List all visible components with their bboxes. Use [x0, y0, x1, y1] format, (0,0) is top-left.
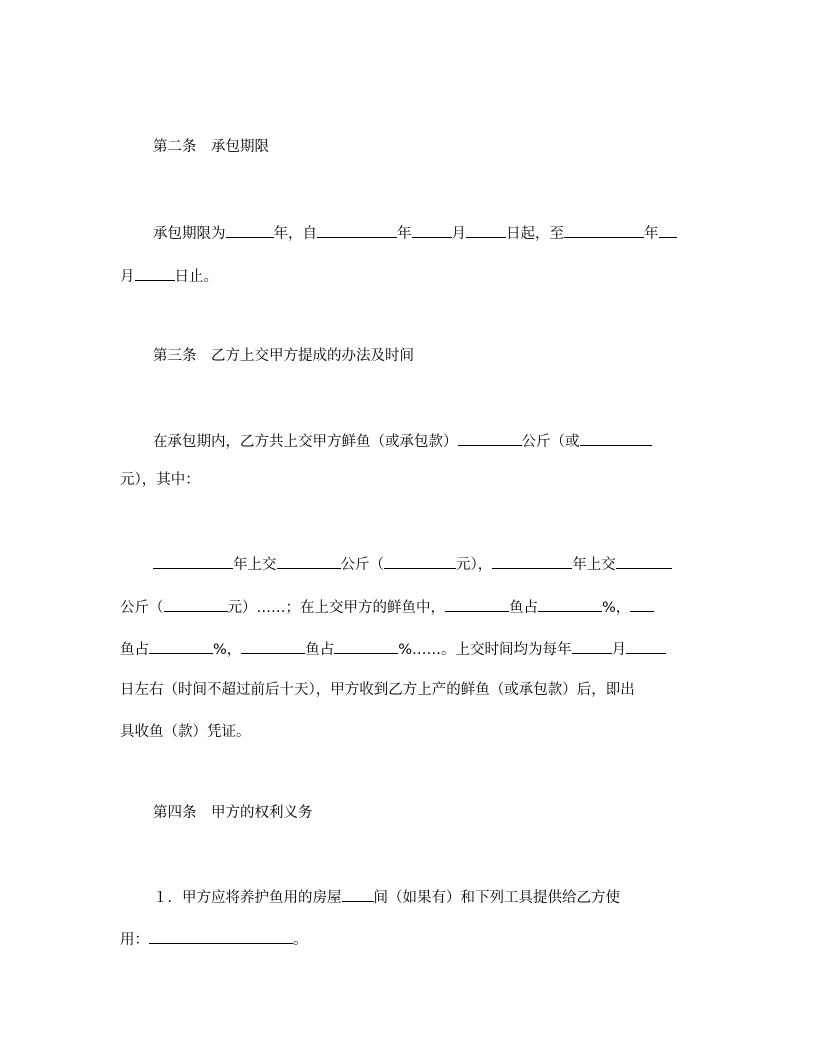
text: 日止。	[174, 269, 218, 285]
blank-year-2[interactable]	[492, 553, 572, 569]
text: 日起，至	[506, 226, 564, 242]
text: １．甲方应将养护鱼用的房屋	[153, 890, 342, 906]
blank-tools[interactable]	[149, 928, 293, 944]
article-3-p2-line-3	[120, 638, 666, 660]
text: 年	[397, 226, 412, 242]
text: 鱼占	[509, 600, 538, 616]
blank-end-year[interactable]	[564, 222, 644, 238]
text: 公斤（	[120, 600, 164, 616]
blank-start-day[interactable]	[466, 222, 506, 238]
blank-start-year[interactable]	[317, 222, 397, 238]
text: 用：	[120, 932, 149, 948]
text: 月	[611, 642, 627, 658]
text: 公斤（或	[521, 434, 580, 450]
text: 在承包期内，乙方共上交甲方鲜鱼（或承包款）	[153, 434, 458, 450]
blank-yuan-2[interactable]	[164, 596, 228, 612]
blank-end-month[interactable]	[135, 265, 175, 281]
text: 元）……；在上交甲方的鲜鱼中，	[227, 600, 445, 616]
article-3-p2-line-4: 日左右（时间不超过前后十天），甲方收到乙方上产的鲜鱼（或承包款）后，即出	[120, 682, 635, 698]
article-3-p2-line-1	[153, 553, 672, 575]
article-3-p1	[153, 430, 652, 452]
article-3-heading: 第三条 乙方上交甲方提成的办法及时间	[153, 348, 414, 364]
text: 年，自	[273, 226, 317, 242]
article-3-p1-cont: 元），其中：	[120, 472, 200, 488]
article-4-item-1-cont	[120, 928, 308, 950]
article-4-item-1	[153, 886, 620, 908]
article-4-heading: 第四条 甲方的权利义务	[153, 805, 313, 821]
blank-fish-type-2-start[interactable]	[630, 596, 654, 612]
article-2-heading: 第二条 承包期限	[153, 139, 269, 155]
blank-percent-2[interactable]	[149, 638, 213, 654]
text: 鱼占	[305, 642, 335, 658]
text: 年上交	[572, 557, 616, 573]
blank-rooms[interactable]	[342, 886, 374, 902]
text: 元），	[456, 557, 493, 573]
text: %，	[602, 600, 631, 616]
text: 月	[451, 226, 466, 242]
blank-kg-2-start[interactable]	[616, 553, 672, 569]
blank-year-1[interactable]	[153, 553, 233, 569]
text: 年	[644, 226, 659, 242]
blank-kg-1[interactable]	[277, 553, 341, 569]
article-2-line-2	[120, 265, 218, 287]
blank-start-month[interactable]	[412, 222, 452, 238]
blank-total-fish-kg[interactable]	[458, 430, 522, 446]
blank-end-month-start[interactable]	[659, 222, 677, 238]
blank-years[interactable]	[226, 222, 274, 238]
article-3-p2-line-5: 具收鱼（款）凭证。	[120, 724, 251, 740]
blank-yuan-1[interactable]	[384, 553, 456, 569]
text: 公斤（	[340, 557, 384, 573]
text: 间（如果有）和下列工具提供给乙方使	[373, 890, 620, 906]
text: %……。上交时间均为每年	[398, 642, 572, 658]
text: 年上交	[233, 557, 277, 573]
text: 月	[120, 269, 135, 285]
blank-percent-3[interactable]	[334, 638, 398, 654]
blank-percent-1[interactable]	[538, 596, 602, 612]
article-2-line-1	[153, 222, 677, 244]
blank-total-amount[interactable]	[580, 430, 652, 446]
blank-delivery-day[interactable]	[626, 638, 666, 654]
text: %，	[213, 642, 242, 658]
article-3-p2-line-2	[120, 596, 654, 618]
text: 承包期限为	[153, 226, 226, 242]
text: 。	[293, 932, 308, 948]
blank-fish-type-1[interactable]	[445, 596, 509, 612]
text: 鱼占	[120, 642, 149, 658]
blank-fish-type-3[interactable]	[241, 638, 305, 654]
blank-delivery-month[interactable]	[572, 638, 612, 654]
